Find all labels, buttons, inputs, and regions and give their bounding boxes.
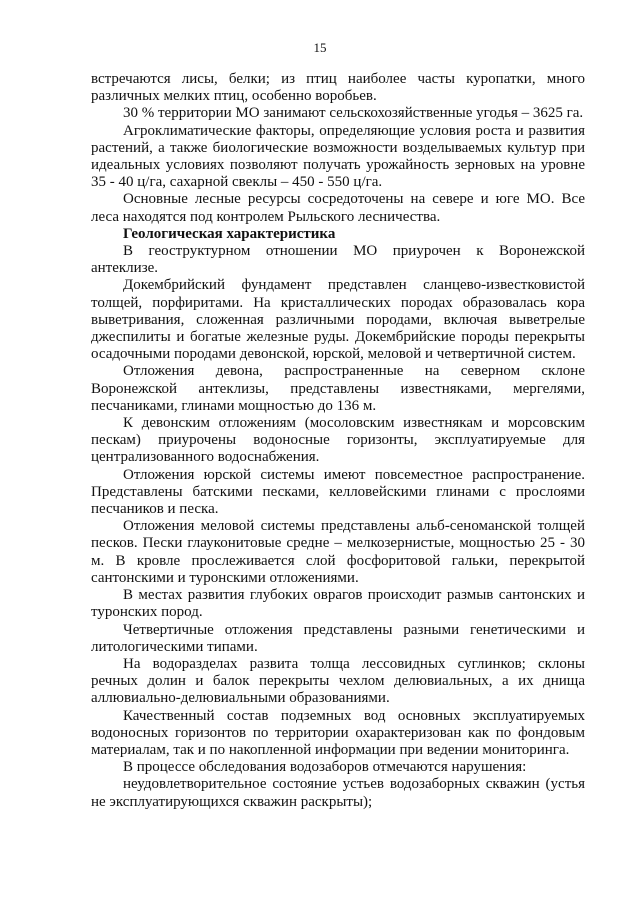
paragraph-forest-resources: Основные лесные ресурсы сосредоточены на севере и юге МО. Все леса находятся под контролем Рыльского лесничества. bbox=[91, 191, 585, 225]
paragraph-quaternary-deposits: Четвертичные отложения представлены разными генетическими и литологическими типами. bbox=[91, 621, 585, 655]
paragraph-fauna-continued: встречаются лисы, белки; из птиц наиболее часты куропатки, много различных мелких птиц, особенно воробьев. bbox=[91, 71, 585, 105]
paragraph-precambrian-basement: Докембрийский фундамент представлен сланцево-известковистой толщей, порфиритами. На кристаллических породах образовалась кора выветривания, сложенная различными породами, включая выветрелые джеспилиты и богатые железные руды. Докембрийские породы перекрыты осадочными породами девонской, юрской, меловой и четвертичной систем. bbox=[91, 277, 585, 363]
paragraph-devonian-aquifers: К девонским отложениям (мосоловским известнякам и морсовским пескам) приурочены водоносные горизонты, эксплуатируемые для централизованного водоснабжения. bbox=[91, 415, 585, 466]
paragraph-violations-intro: В процессе обследования водозаборов отмечаются нарушения: bbox=[123, 759, 527, 776]
section-heading-geology: Геологическая характеристика bbox=[123, 225, 336, 242]
paragraph-geostructure: В геоструктурном отношении МО приурочен к Воронежской антеклизе. bbox=[91, 243, 585, 277]
paragraph-jurassic-system: Отложения юрской системы имеют повсеместное распространение. Представлены батскими песками, келловейскими глинами с прослоями песчаников и песка. bbox=[91, 466, 585, 518]
paragraph-violation-item: неудовлетворительное состояние устьев водозаборных скважин (устья не эксплуатирующихся скважин раскрыты); bbox=[91, 776, 585, 810]
paragraph-agricultural-land: 30 % территории МО занимают сельскохозяйственные угодья – 3625 га. bbox=[123, 105, 584, 122]
paragraph-watersheds: На водоразделах развита толща лессовидных суглинков; склоны речных долин и балок перекрыты чехлом делювиальных, а их днища аллювиально-делювиальными образованиями. bbox=[91, 655, 585, 707]
paragraph-devonian-deposits: Отложения девона, распространенные на северном склоне Воронежской антеклизы, представлены известняками, мергелями, песчаниками, глинами мощностью до 136 м. bbox=[91, 363, 585, 414]
page-number: 15 bbox=[313, 40, 327, 55]
document-body bbox=[91, 71, 585, 811]
paragraph-cretaceous-system: Отложения меловой системы представлены альб-сеноманской толщей песков. Пески глауконитовые средне – мелкозернистые, мощностью 25 - 30 м. В кровле прослеживается слой фосфоритовой гальки, перекрытой сантонскими и туронскими отложениями. bbox=[91, 518, 585, 586]
paragraph-ravine-erosion: В местах развития глубоких оврагов происходит размыв сантонских и туронских пород. bbox=[91, 587, 585, 621]
paragraph-groundwater-quality: Качественный состав подземных вод основных эксплуатируемых водоносных горизонтов по территории охарактеризован как по фондовым материалам, так и по накопленной информации при ведении мониторинга. bbox=[91, 707, 585, 758]
paragraph-agroclimatic-factors: Агроклиматические факторы, определяющие условия роста и развития растений, а также биологические возможности возделываемых культур при идеальных условиях позволяют получать урожайность зерновых на уровне 35 - 40 ц/га, сахарной свеклы – 450 - 550 ц/га. bbox=[91, 122, 585, 191]
